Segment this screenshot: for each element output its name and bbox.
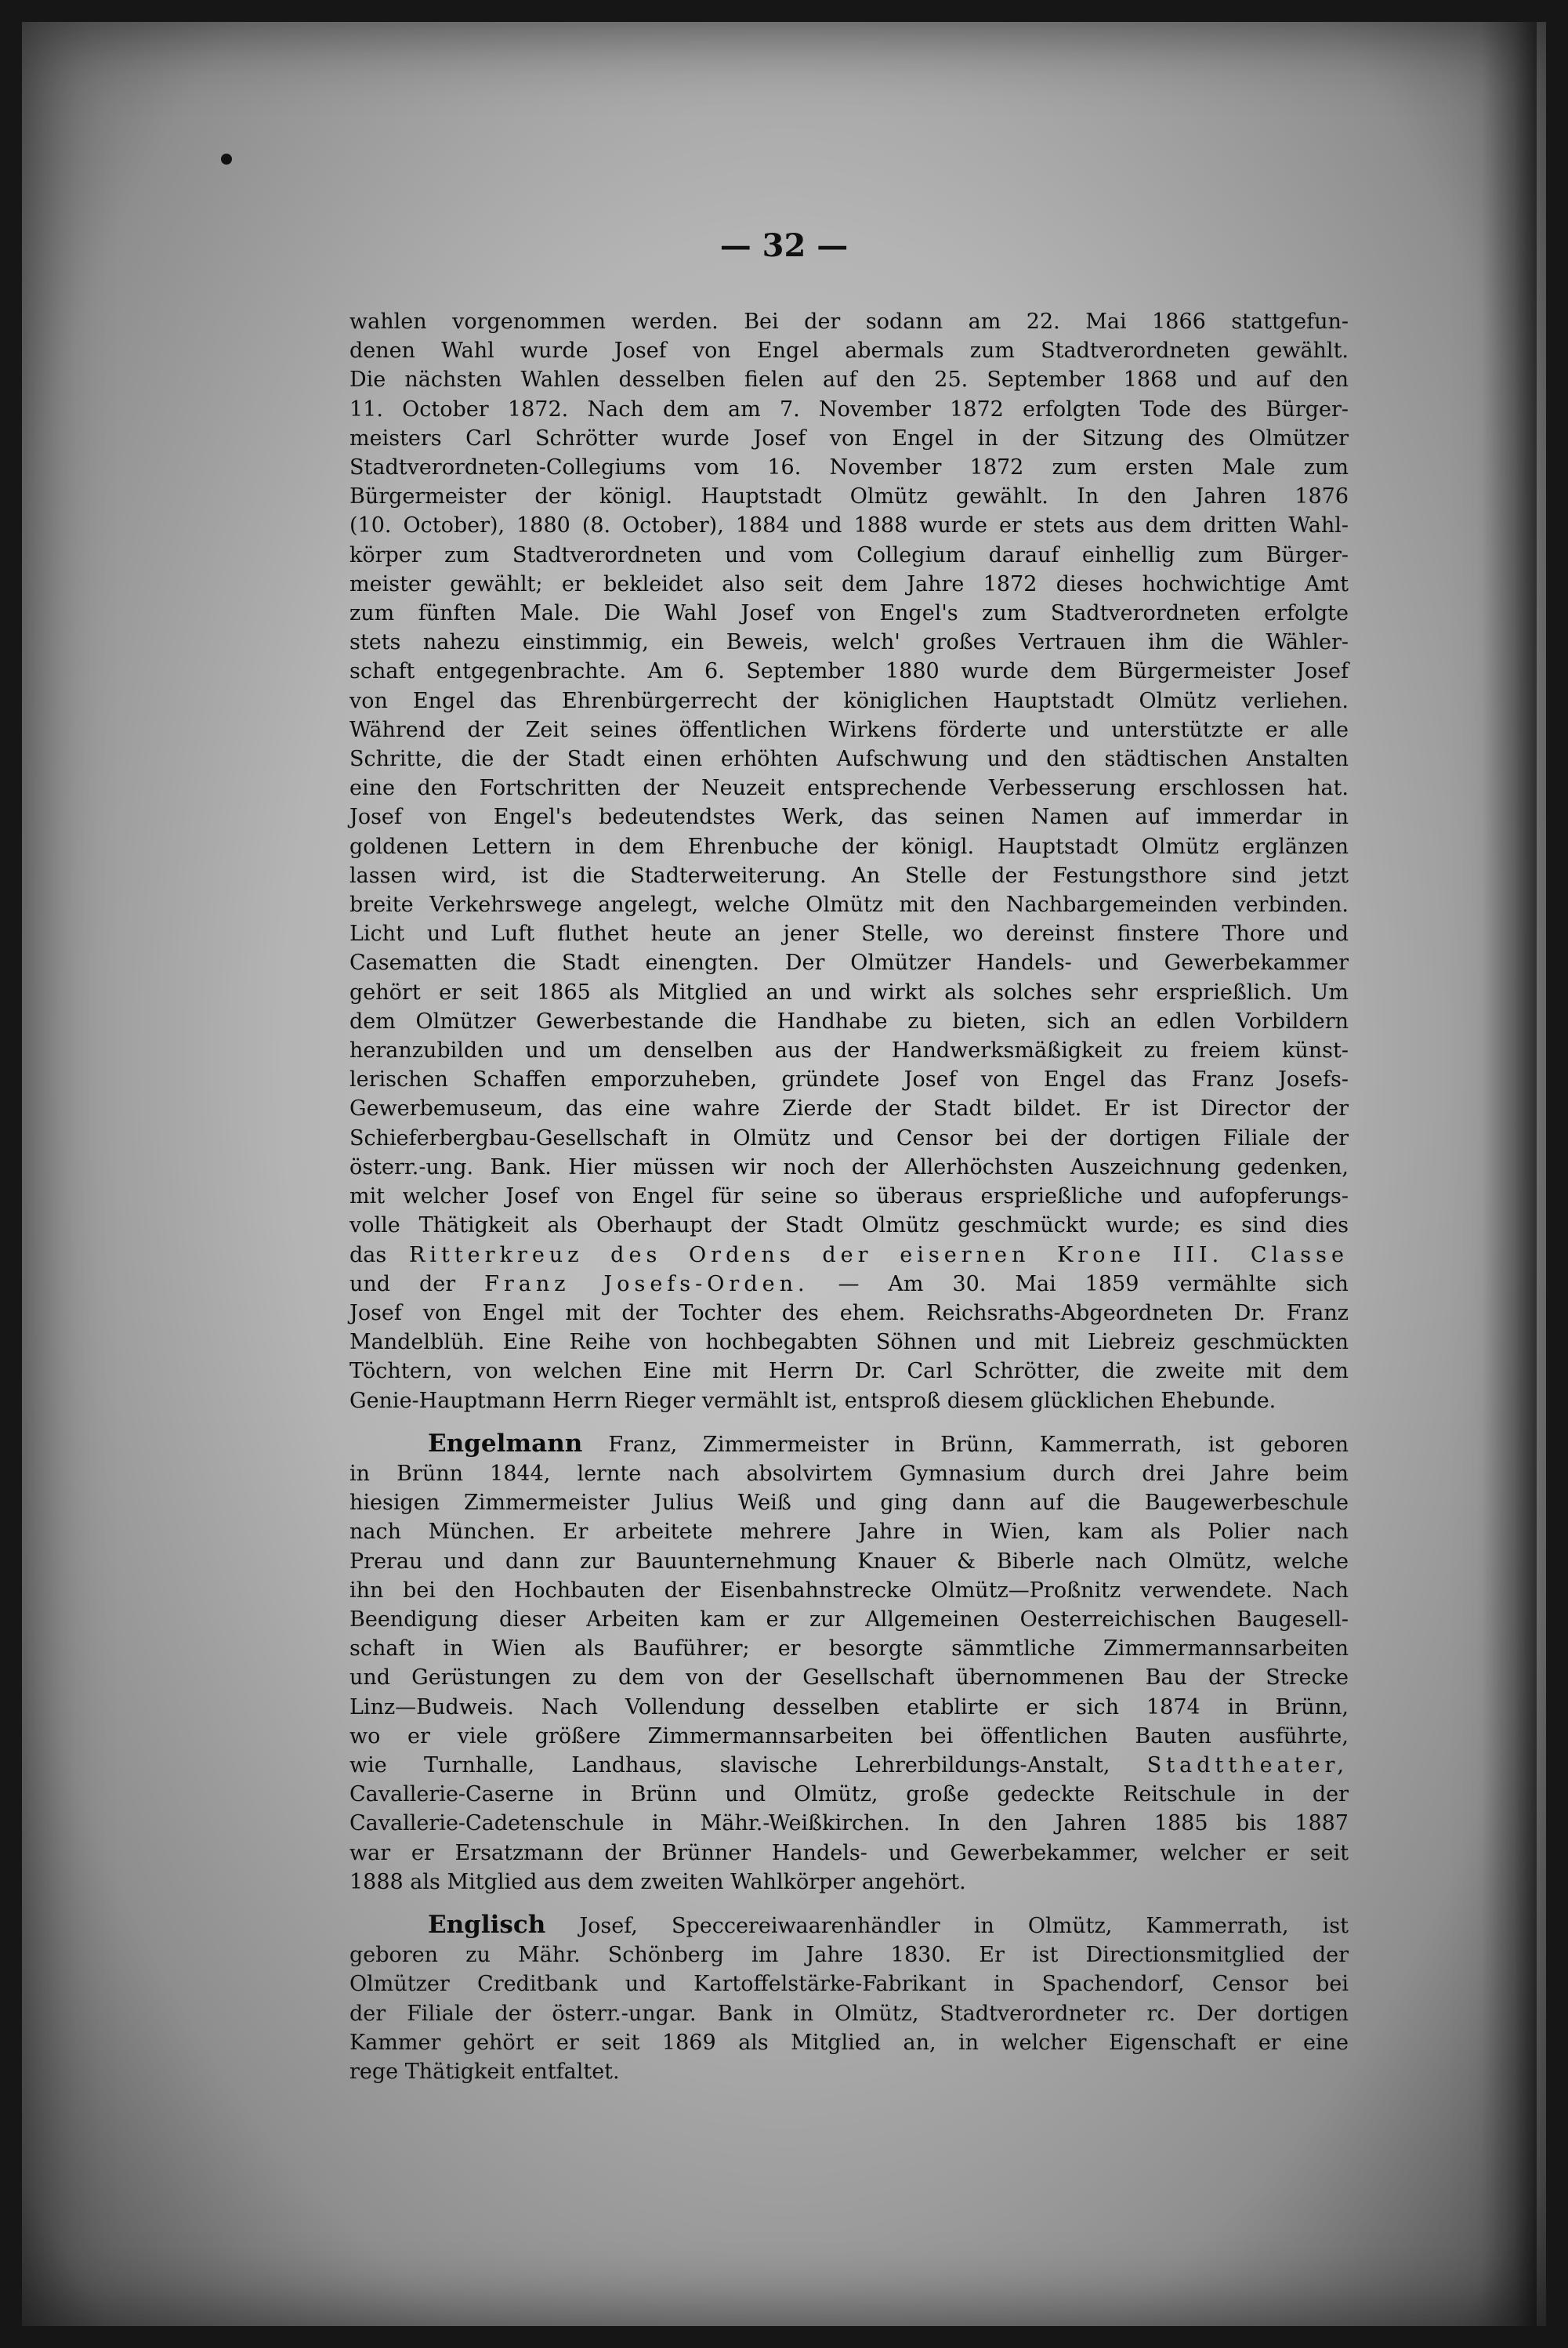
text-line: Casematten die Stadt einengten. Der Olmützer Handels- und Gewerbekammer xyxy=(349,951,1349,976)
text-line: denen Wahl wurde Josef von Engel abermals zum Stadtverordneten gewählt. xyxy=(349,339,1349,364)
text-line: Beendigung dieser Arbeiten kam er zur Allgemeinen Oesterreichischen Baugesell- xyxy=(349,1607,1349,1632)
main-text xyxy=(349,307,1349,2086)
text-line: Schieferbergbau-Gesellschaft in Olmütz und Censor bei der dortigen Filiale der xyxy=(349,1125,1349,1150)
text-line: Stadtverordneten-Collegiums vom 16. November 1872 zum ersten Male zum xyxy=(349,455,1349,480)
text-line: meister gewählt; er bekleidet also seit dem Jahre 1872 dieses hochwichtige Amt xyxy=(349,571,1349,596)
paragraph-engel-continued xyxy=(349,307,1349,1415)
text-line: Bürgermeister der königl. Hauptstadt Olmütz gewählt. In den Jahren 1876 xyxy=(349,484,1349,509)
entry-englisch xyxy=(349,1911,1349,2086)
text-line: schaft entgegenbrachte. Am 6. September 1880 wurde dem Bürgermeister Josef xyxy=(349,659,1349,684)
entry-first-line-rest: Franz, Zimmermeister in Brünn, Kammerrath, ist geboren xyxy=(608,1432,1349,1457)
text-line: Prerau und dann zur Bauunternehmung Knauer & Biberle nach Olmütz, welche xyxy=(349,1549,1349,1574)
text-line: hiesigen Zimmermeister Julius Weiß und ging dann auf die Baugewerbeschule xyxy=(349,1491,1349,1516)
spaced-line-lead: wie Turnhalle, Landhaus, slavische Lehrerbildungs-Anstalt, xyxy=(349,1752,1110,1777)
text-line: der Filiale der österr.-ungar. Bank in Olmütz, Stadtverordneter rc. Der dortigen xyxy=(349,2001,1349,2026)
text-line: Töchtern, von welchen Eine mit Herrn Dr. Carl Schrötter, die zweite mit dem xyxy=(349,1359,1349,1384)
text-line: rege Thätigkeit entfaltet. xyxy=(349,2059,620,2084)
text-line: volle Thätigkeit als Oberhaupt der Stadt Olmütz geschmückt wurde; es sind dies xyxy=(349,1213,1349,1238)
text-line: Kammer gehört er seit 1869 als Mitglied an, in welcher Eigenschaft er eine xyxy=(349,2030,1349,2055)
text-line: 11. October 1872. Nach dem am 7. November 1872 erfolgten Tode des Bürger- xyxy=(349,397,1349,422)
text-line: breite Verkehrswege angelegt, welche Olmütz mit den Nachbargemeinden verbinden. xyxy=(349,893,1349,918)
text-line: Während der Zeit seines öffentlichen Wirkens förderte und unterstützte er alle xyxy=(349,717,1349,742)
text-line: Linz—Budweis. Nach Vollendung desselben etablirte er sich 1874 in Brünn, xyxy=(349,1694,1349,1719)
text-line: von Engel das Ehrenbürgerrecht der königlichen Hauptstadt Olmütz verliehen. xyxy=(349,688,1349,713)
text-line: heranzubilden und um denselben aus der Handwerksmäßigkeit zu freiem künst- xyxy=(349,1038,1349,1063)
text-line: wo er viele größere Zimmermannsarbeiten bei öffentlichen Bauten ausführte, xyxy=(349,1723,1349,1748)
entry-first-line xyxy=(349,1911,1349,1940)
text-line: Josef von Engel's bedeutendstes Werk, das seinen Namen auf immerdar in xyxy=(349,805,1349,830)
text-line: meisters Carl Schrötter wurde Josef von Engel in der Sitzung des Olmützer xyxy=(349,426,1349,451)
text-line: lassen wird, ist die Stadterweiterung. An Stelle der Festungsthore sind jetzt xyxy=(349,863,1349,888)
order-iron-crown: Ritterkreuz des Ordens der eisernen Krone III. Classe xyxy=(409,1242,1349,1267)
text-line: Cavallerie-Cadetenschule in Mähr.-Weißkirchen. In den Jahren 1885 bis 1887 xyxy=(349,1811,1349,1836)
text-line: schaft in Wien als Bauführer; er besorgte sämmtliche Zimmermannsarbeiten xyxy=(349,1636,1349,1661)
text-line-order xyxy=(349,1241,1349,1270)
text-line: ihn bei den Hochbauten der Eisenbahnstrecke Olmütz—Proßnitz verwendete. Nach xyxy=(349,1578,1349,1603)
text-line: eine den Fortschritten der Neuzeit entsprechende Verbesserung erschlossen hat. xyxy=(349,776,1349,801)
ink-spot xyxy=(221,154,232,165)
text-line: wahlen vorgenommen werden. Bei der sodann am 22. Mai 1866 stattgefun- xyxy=(349,310,1349,334)
text-line: stets nahezu einstimmig, ein Beweis, welch' großes Vertrauen ihm die Wähler- xyxy=(349,630,1349,655)
text-line: 1888 als Mitglied aus dem zweiten Wahlkörper angehört. xyxy=(349,1869,966,1894)
text-line: zum fünften Male. Die Wahl Josef von Engel's zum Stadtverordneten erfolgte xyxy=(349,601,1349,626)
entry-first-line xyxy=(349,1429,1349,1459)
text-line-order xyxy=(349,1270,1349,1299)
headword: Engelmann xyxy=(428,1429,583,1458)
spaced-word-stadttheater: Stadttheater, xyxy=(1146,1752,1349,1777)
text-line: gehört er seit 1865 als Mitglied an und wirkt als solches sehr ersprießlich. Um xyxy=(349,980,1349,1005)
text-line: Die nächsten Wahlen desselben fielen auf den 25. September 1868 und auf den xyxy=(349,368,1349,393)
text-line-spaced xyxy=(349,1751,1349,1780)
order-line-rest: — Am 30. Mai 1859 vermählte sich xyxy=(838,1271,1349,1296)
text-line: nach München. Er arbeitete mehrere Jahre in Wien, kam als Polier nach xyxy=(349,1520,1349,1545)
text-line: war er Ersatzmann der Brünner Handels- und Gewerbekammer, welcher er seit xyxy=(349,1840,1349,1865)
entry-first-line-rest: Josef, Speccereiwaarenhändler in Olmütz, Kammerrath, ist xyxy=(579,1913,1349,1938)
text-line: Cavallerie-Caserne in Brünn und Olmütz, große gedeckte Reitschule in der xyxy=(349,1782,1349,1807)
text-line: Schritte, die der Stadt einen erhöhten Aufschwung und den städtischen Anstalten xyxy=(349,747,1349,772)
text-line: Genie-Hauptmann Herrn Rieger vermählt ist, entsproß diesem glücklichen Ehebunde. xyxy=(349,1388,1276,1413)
text-line: körper zum Stadtverordneten und vom Collegium darauf einhellig zum Bürger- xyxy=(349,542,1349,567)
text-line: und Gerüstungen zu dem von der Gesellschaft übernommenen Bau der Strecke xyxy=(349,1665,1349,1690)
text-line: dem Olmützer Gewerbestande die Handhabe zu bieten, sich an edlen Vorbildern xyxy=(349,1009,1349,1034)
text-line: Licht und Luft fluthet heute an jener Stelle, wo dereinst finstere Thore und xyxy=(349,922,1349,947)
text-line: Mandelblüh. Eine Reihe von hochbegabten Söhnen und mit Liebreiz geschmückten xyxy=(349,1330,1349,1355)
text-line: Olmützer Creditbank und Kartoffelstärke-Fabrikant in Spachendorf, Censor bei xyxy=(349,1972,1349,1997)
order-franz-josef: Franz Josefs-Orden. xyxy=(484,1271,809,1296)
text-line: Josef von Engel mit der Tochter des ehem. Reichsraths-Abgeordneten Dr. Franz xyxy=(349,1300,1349,1325)
order-line-lead: das xyxy=(349,1242,387,1267)
entry-engelmann xyxy=(349,1429,1349,1897)
text-line: lerischen Schaffen emporzuheben, gründete Josef von Engel das Franz Josefs- xyxy=(349,1067,1349,1092)
headword: Englisch xyxy=(428,1910,546,1939)
text-line: österr.-ung. Bank. Hier müssen wir noch der Allerhöchsten Auszeichnung gedenken, xyxy=(349,1154,1349,1179)
order-line-lead: und der xyxy=(349,1271,456,1296)
text-line: Gewerbemuseum, das eine wahre Zierde der Stadt bildet. Er ist Director der xyxy=(349,1096,1349,1121)
text-line: mit welcher Josef von Engel für seine so überaus ersprießliche und aufopferungs- xyxy=(349,1184,1349,1209)
text-line: goldenen Lettern in dem Ehrenbuche der königl. Hauptstadt Olmütz erglänzen xyxy=(349,834,1349,859)
text-line: (10. October), 1880 (8. October), 1884 und 1888 wurde er stets aus dem dritten Wahl- xyxy=(349,513,1349,538)
text-line: in Brünn 1844, lernte nach absolvirtem Gymnasium durch drei Jahre beim xyxy=(349,1461,1349,1486)
page-number: — 32 — xyxy=(719,227,849,264)
text-line: geboren zu Mähr. Schönberg im Jahre 1830. Er ist Directionsmitglied der xyxy=(349,1943,1349,1968)
